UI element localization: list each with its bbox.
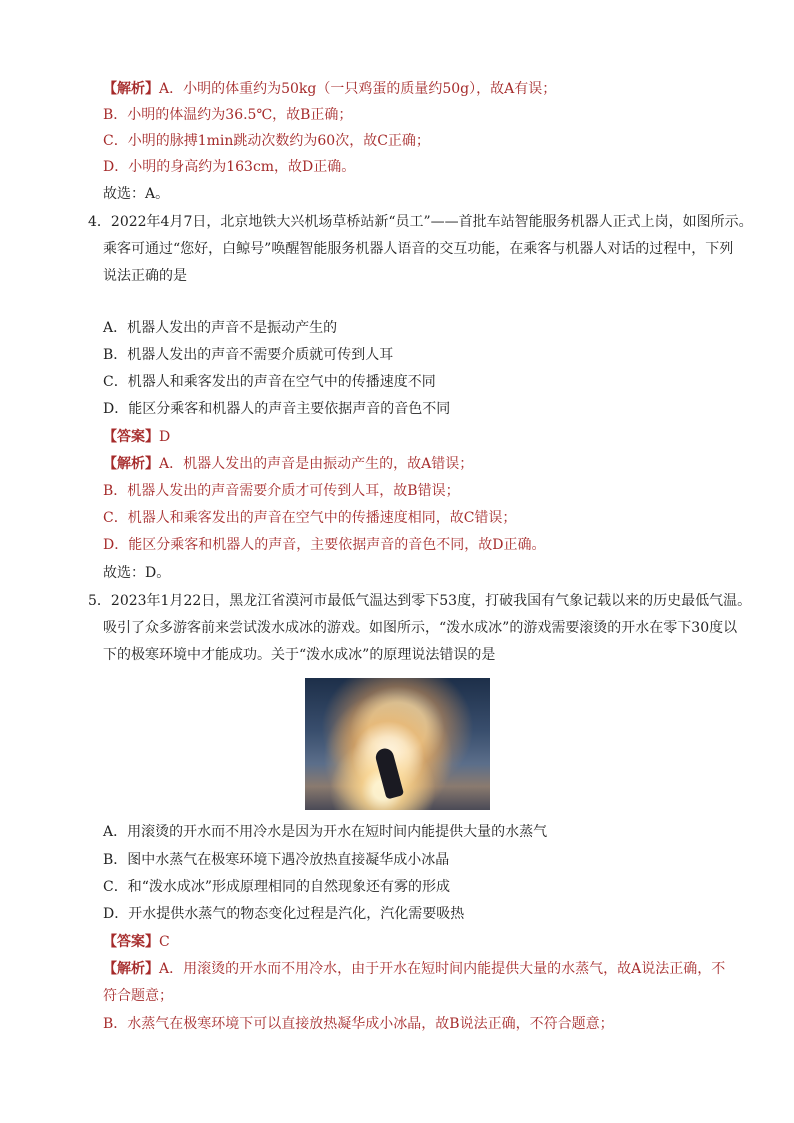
q3-choice: 故选：A。: [103, 186, 170, 202]
q4-analysis-b: B．机器人发出的声音需要介质才可传到人耳，故B错误；: [103, 483, 460, 499]
q4-stem-line-3: 说法正确的是: [103, 268, 187, 284]
q5-analysis-a: 【解析】A．用滚烫的开水而不用冷水，由于开水在短时间内能提供大量的水蒸气，故A说法正确，不: [103, 961, 726, 977]
boiling-water-ice-photo: [305, 678, 490, 810]
q4-stem-line-1: 4．2022年4月7日，北京地铁大兴机场草桥站新“员工”——首批车站智能服务机器人正式上岗，如图所示。: [88, 214, 753, 230]
q3-analysis-d: D．小明的身高约为163cm，故D正确。: [103, 159, 356, 175]
analysis-tag: 【解析】: [103, 81, 159, 97]
q3-analysis-c: C．小明的脉搏1min跳动次数约为60次，故C正确；: [103, 133, 430, 149]
q5-stem-line-3: 下的极寒环境中才能成功。关于“泼水成冰”的原理说法错误的是: [103, 647, 496, 663]
q4-option-b: B．机器人发出的声音不需要介质就可传到人耳: [103, 347, 394, 363]
analysis-tag: 【解析】: [103, 961, 159, 977]
q4-option-d: D．能区分乘客和机器人的声音主要依据声音的音色不同: [103, 401, 451, 417]
answer-tag: 【答案】: [103, 934, 159, 950]
q4-answer: 【答案】D: [103, 429, 171, 445]
q4-analysis-d: D．能区分乘客和机器人的声音，主要依据声音的音色不同，故D正确。: [103, 537, 546, 553]
q5-option-a: A．用滚烫的开水而不用冷水是因为开水在短时间内能提供大量的水蒸气: [103, 824, 548, 840]
analysis-tag: 【解析】: [103, 456, 159, 472]
q4-analysis-c: C．机器人和乘客发出的声音在空气中的传播速度相同，故C错误；: [103, 510, 517, 526]
person-silhouette: [374, 747, 404, 800]
q4-analysis-a: 【解析】A．机器人发出的声音是由振动产生的，故A错误；: [103, 456, 474, 472]
q5-option-d: D．开水提供水蒸气的物态变化过程是汽化，汽化需要吸热: [103, 906, 465, 922]
q5-analysis-b: B．水蒸气在极寒环境下可以直接放热凝华成小冰晶，故B说法正确，不符合题意；: [103, 1016, 614, 1032]
q5-answer: 【答案】C: [103, 934, 170, 950]
q4-option-c: C．机器人和乘客发出的声音在空气中的传播速度不同: [103, 374, 436, 390]
q5-stem-line-1: 5．2023年1月22日，黑龙江省漠河市最低气温达到零下53度，打破我国有气象记载以来的历史最低气温。: [88, 593, 752, 609]
q4-option-a: A．机器人发出的声音不是振动产生的: [103, 320, 338, 336]
q5-stem-line-2: 吸引了众多游客前来尝试泼水成冰的游戏。如图所示，“泼水成冰”的游戏需要滚烫的开水在零下30度以: [103, 620, 738, 636]
q3-analysis-b: B．小明的体温约为36.5℃，故B正确；: [103, 107, 353, 123]
q4-choice: 故选：D。: [103, 565, 171, 581]
q5-option-b: B．图中水蒸气在极寒环境下遇冷放热直接凝华成小冰晶: [103, 852, 450, 868]
q3-analysis-a: 【解析】A．小明的体重约为50kg（一只鸡蛋的质量约50g），故A有误；: [103, 81, 557, 97]
q5-analysis-a-cont: 符合题意；: [103, 988, 173, 1004]
q4-stem-line-2: 乘客可通过“您好，白鲸号”唤醒智能服务机器人语音的交互功能，在乘客与机器人对话的过程中，下列: [103, 241, 734, 257]
q5-option-c: C．和“泼水成冰”形成原理相同的自然现象还有雾的形成: [103, 879, 451, 895]
answer-tag: 【答案】: [103, 429, 159, 445]
